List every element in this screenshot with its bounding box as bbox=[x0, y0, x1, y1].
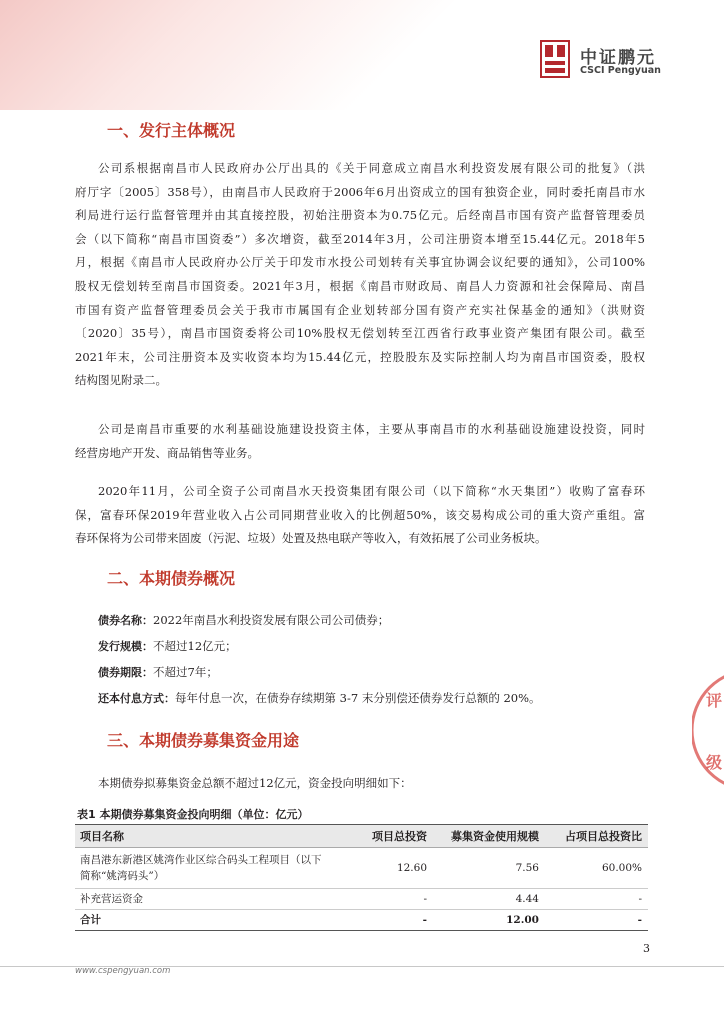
issue-size-label: 发行规模： bbox=[98, 640, 153, 653]
cell-ratio: - bbox=[545, 910, 648, 931]
cell-amount: 4.44 bbox=[433, 889, 545, 910]
fund-use-table bbox=[75, 824, 648, 931]
project-name-line1: 南昌港东新港区姚湾作业区综合码头工程项目（以下 bbox=[80, 854, 322, 866]
bond-name-item bbox=[98, 608, 389, 632]
header-project-name: 项目名称 bbox=[75, 825, 338, 848]
cell-project-name bbox=[75, 848, 338, 889]
cell-amount: 12.00 bbox=[433, 910, 545, 931]
repayment-value: 每年付息一次，在债券存续期第 3-7 末分别偿还债券发行总额的 20%。 bbox=[175, 691, 541, 705]
company-logo bbox=[540, 40, 680, 78]
stamp-char-2: 级 bbox=[706, 753, 723, 772]
section3-heading: 三、本期债券募集资金用途 bbox=[107, 731, 300, 750]
stamp-char-1: 评 bbox=[706, 691, 723, 710]
text-line: 经营房地产开发、商品销售等业务。 bbox=[75, 445, 259, 460]
section1-paragraph-3 bbox=[75, 480, 645, 551]
text-line: 春环保将为公司带来固废（污泥、垃圾）处置及热电联产等收入，有效拓展了公司业务板块。 bbox=[75, 531, 547, 546]
cell-project-name: 补充营运资金 bbox=[75, 889, 338, 910]
project-name-line2: 简称“姚湾码头”） bbox=[80, 870, 165, 882]
text-line: 〔2020〕35号），南昌市国资委将公司10%股权无偿划转至江西省行政事业资产集团有限公司。截至 bbox=[75, 326, 645, 341]
text-line: 股权无偿划转至南昌市国资委。2021年3月，根据《南昌市财政局、南昌人力资源和社会保障局、南昌 bbox=[75, 278, 645, 293]
bond-name-value: 2022年南昌水利投资发展有限公司公司债券； bbox=[153, 613, 390, 627]
section2-heading: 二、本期债券概况 bbox=[107, 569, 236, 588]
issue-size-value: 不超过12亿元； bbox=[153, 639, 237, 653]
table-caption: 表1 本期债券募集资金投向明细（单位：亿元） bbox=[77, 808, 309, 821]
text-line: 本期债券拟募集资金总额不超过12亿元，资金投向明细如下： bbox=[98, 776, 412, 790]
text-line: 2020年11月，公司全资子公司南昌水天投资集团有限公司（以下简称“水天集团”）收购了富春环 bbox=[98, 484, 645, 498]
logo-mark-icon bbox=[540, 40, 570, 78]
table-row bbox=[75, 889, 648, 910]
text-line: 市国有资产监督管理委员会关于我市市属国有企业划转部分国有资产充实社保基金的通知》（洪财资 bbox=[75, 302, 645, 317]
text-line: 结构图见附录二。 bbox=[75, 373, 167, 388]
section1-paragraph-1 bbox=[75, 157, 645, 393]
bond-term-value: 不超过7年； bbox=[153, 665, 218, 679]
section3-intro bbox=[75, 772, 645, 796]
header-total-investment: 项目总投资 bbox=[338, 825, 433, 848]
text-line: 利局进行运行监督管理并由其直接控股，初始注册资本为0.75亿元。后经南昌市国有资产监督管理委员 bbox=[75, 208, 645, 223]
text-line: 会（以下简称“南昌市国资委”）多次增资，截至2014年3月，公司注册资本增至15.44亿元。2018年5 bbox=[75, 231, 645, 246]
cell-ratio: 60.00% bbox=[545, 848, 648, 889]
cell-project-name: 合计 bbox=[75, 910, 338, 931]
logo-english: CSCI Pengyuan bbox=[580, 65, 661, 76]
table-total-row bbox=[75, 910, 648, 931]
seal-stamp bbox=[692, 650, 724, 810]
text-line: 府厅字〔2005〕358号），由南昌市人民政府于2006年6月出资成立的国有独资企业，同时委托南昌市水 bbox=[75, 184, 645, 199]
table-header-row bbox=[75, 825, 648, 848]
text-line: 2021年末，公司注册资本及实收资本均为15.44亿元，控股股东及实际控制人均为南昌市国资委，股权 bbox=[75, 349, 645, 364]
issue-size-item bbox=[98, 634, 237, 658]
table-row bbox=[75, 848, 648, 889]
text-line: 保，富春环保2019年营业收入占公司同期营业收入的比例超50%，该交易构成公司的重大资产重组。富 bbox=[75, 507, 645, 522]
text-line: 公司是南昌市重要的水利基础设施建设投资主体，主要从事南昌市的水利基础设施建设投资，同时 bbox=[98, 422, 645, 436]
repayment-label: 还本付息方式： bbox=[98, 692, 175, 705]
cell-total: - bbox=[338, 910, 433, 931]
cell-total: 12.60 bbox=[338, 848, 433, 889]
header-fund-amount: 募集资金使用规模 bbox=[433, 825, 545, 848]
bond-term-label: 债券期限： bbox=[98, 666, 153, 679]
text-line: 公司系根据南昌市人民政府办公厅出具的《关于同意成立南昌水利投资发展有限公司的批复》（洪 bbox=[98, 161, 645, 175]
header-ratio: 占项目总投资比 bbox=[545, 825, 648, 848]
section1-heading: 一、发行主体概况 bbox=[107, 121, 236, 140]
bond-name-label: 债券名称： bbox=[98, 614, 153, 627]
cell-ratio: - bbox=[545, 889, 648, 910]
logo-chinese: 中证鹏元 bbox=[580, 48, 656, 68]
section1-paragraph-2 bbox=[75, 418, 645, 465]
text-line: 月，根据《南昌市人民政府办公厅关于印发市水投公司划转有关事宜协调会议纪要的通知》，公司100% bbox=[75, 255, 645, 270]
footer-url: www.cspengyuan.com bbox=[75, 966, 171, 976]
page-number: 3 bbox=[643, 942, 650, 955]
cell-total: - bbox=[338, 889, 433, 910]
repayment-item bbox=[98, 686, 541, 710]
bond-term-item bbox=[98, 660, 218, 684]
cell-amount: 7.56 bbox=[433, 848, 545, 889]
